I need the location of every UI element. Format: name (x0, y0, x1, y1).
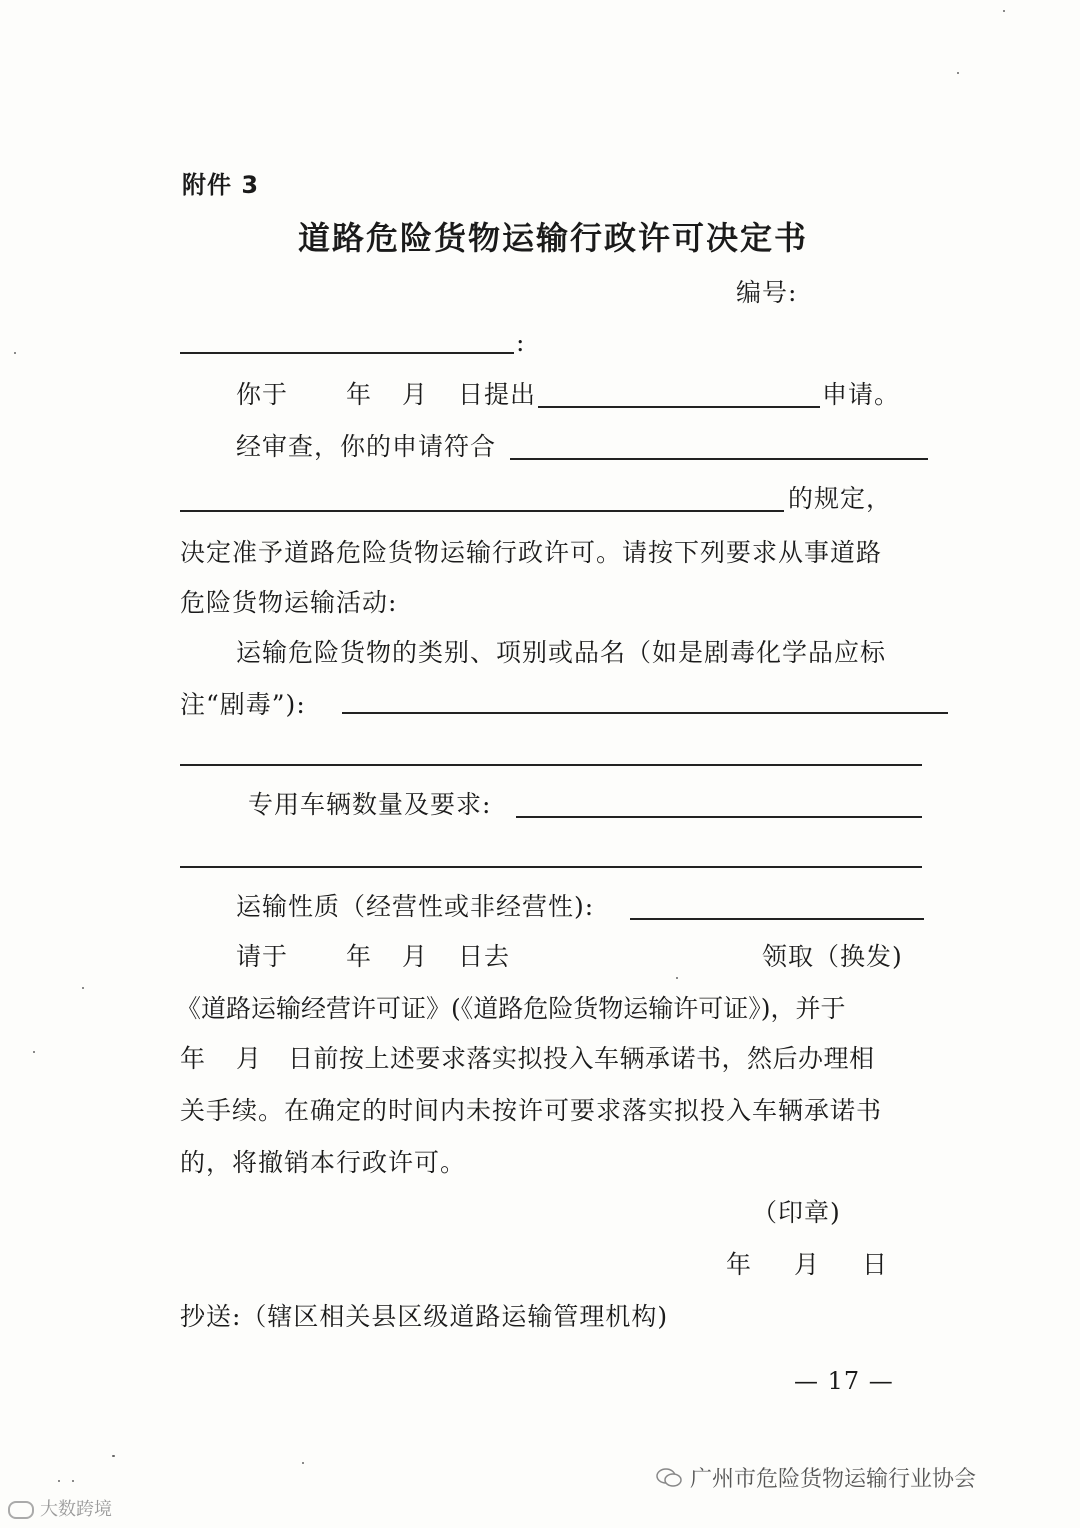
scan-speck (302, 1462, 304, 1464)
p3-line2: 危险货物运输活动: (180, 588, 398, 617)
logo-text (8, 1495, 112, 1521)
document-title: 道路危险货物运输行政许可决定书 (298, 219, 809, 257)
logo-mark-icon (8, 1501, 34, 1519)
p7-month: 月 (402, 942, 429, 971)
p1-day: 日提出 (458, 380, 537, 409)
p7-line4: 关手续。在确定的时间内未按许可要求落实拟投入车辆承诺书 (180, 1096, 883, 1125)
nature-blank (630, 918, 924, 920)
p7-day: 日去 (458, 942, 511, 971)
scan-speck (72, 1480, 74, 1482)
p6-label: 运输性质（经营性或非经营性): (236, 892, 595, 921)
p1-year: 年 (346, 380, 373, 409)
date-month: 月 (794, 1250, 821, 1279)
scan-speck (58, 1480, 60, 1482)
scan-speck (1003, 10, 1005, 12)
regulation-blank-1 (510, 458, 928, 460)
scan-speck (14, 352, 16, 354)
p7-l3-rest: 日前按上述要求落实拟投入车辆承诺书，然后办理相 (288, 1044, 875, 1073)
date-year: 年 (726, 1250, 753, 1279)
vehicles-blank-2 (180, 866, 922, 868)
goods-blank-1 (342, 712, 948, 714)
p5-label: 专用车辆数量及要求: (248, 790, 492, 819)
p7-end: 领取（换发) (762, 942, 903, 971)
watermark-text: 广州市危险货物运输行业协会 (690, 1467, 977, 1492)
scan-speck (82, 987, 84, 989)
scan-speck (957, 72, 959, 74)
scan-speck (676, 977, 678, 979)
wechat-icon (655, 1467, 683, 1489)
date-day: 日 (862, 1250, 889, 1279)
p4-line2: 注“剧毒”): (180, 690, 306, 719)
p2-start: 经审查，你的申请符合 (236, 432, 497, 461)
addressee-blank (180, 352, 514, 354)
p7-start: 请于 (236, 942, 289, 971)
vehicles-blank-1 (516, 816, 922, 818)
p7-line2: 《道路运输经营许可证》(《道路危险货物运输许可证》)，并于 (176, 994, 846, 1023)
p1-month: 月 (402, 380, 429, 409)
p1-start: 你于 (236, 380, 289, 409)
goods-blank-2 (180, 764, 922, 766)
p2-end: 的规定， (788, 484, 893, 513)
scan-speck (112, 1455, 115, 1457)
page-number: — 17 — (794, 1367, 894, 1395)
addressee-colon: : (516, 328, 526, 357)
application-blank (538, 406, 820, 408)
scan-speck (33, 1051, 35, 1053)
number-label: 编号: (736, 278, 798, 307)
logo-label: 大数跨境 (40, 1499, 112, 1520)
p4-line1: 运输危险货物的类别、项别或品名（如是剧毒化学品应标 (236, 638, 887, 667)
p1-end: 申请。 (822, 380, 901, 409)
p7-year: 年 (346, 942, 373, 971)
regulation-blank-2 (180, 510, 784, 512)
attachment-label: 附件 3 (182, 171, 260, 199)
cc-line: 抄送:（辖区相关县区级道路运输管理机构) (180, 1302, 669, 1331)
p7-l3-month: 月 (236, 1044, 263, 1073)
p7-l3-year: 年 (180, 1044, 207, 1073)
seal-label: （印章) (752, 1198, 841, 1227)
p3-line1: 决定准予道路危险货物运输行政许可。请按下列要求从事道路 (180, 538, 883, 567)
p7-line5: 的，将撤销本行政许可。 (180, 1148, 467, 1177)
